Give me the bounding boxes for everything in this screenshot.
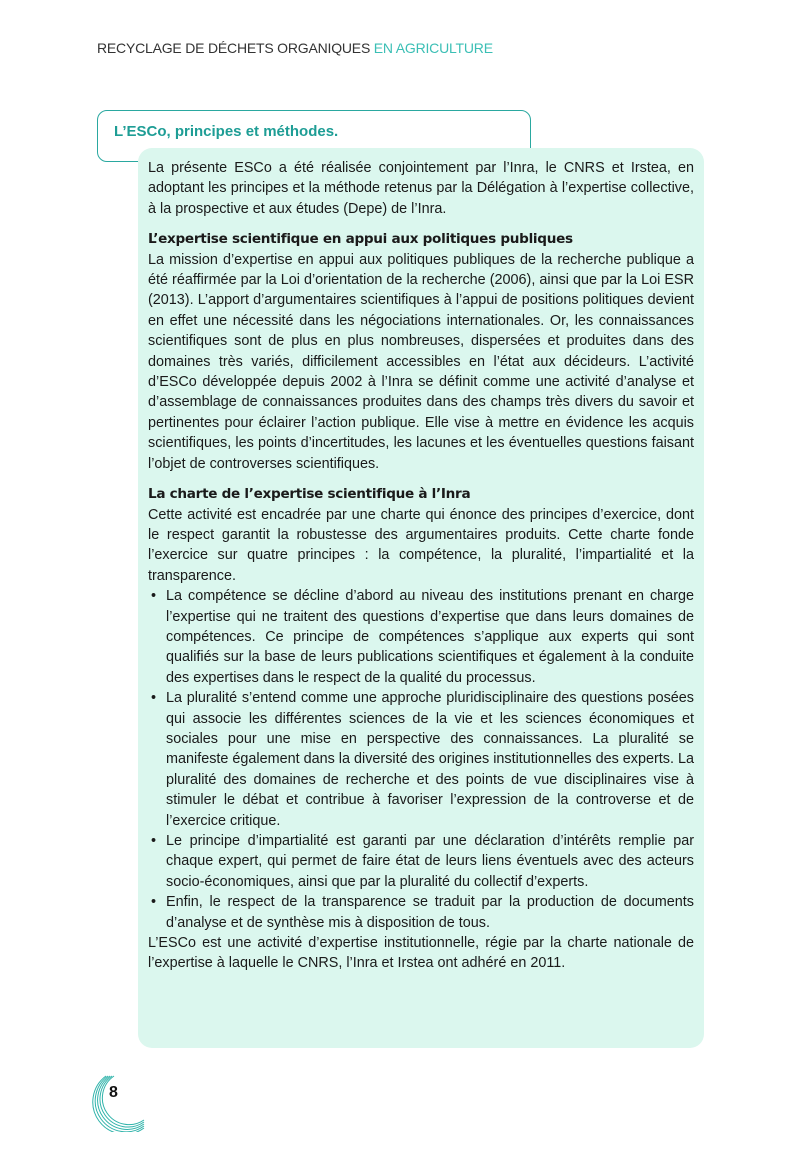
info-box [138,148,704,1048]
list-item: • La compétence se décline d’abord au niveau des institutions prenant en charge l’expertise qui ne traitent des questions d’expertise que dans leurs domaines de compétences. Ce principe de compétences s’applique aux experts qui sont qualifiés sur la base de leurs publications scientifiques et également à la conduite des expertises dans le respect de la qualité du processus. [148,586,694,688]
page-number-badge [92,1072,152,1132]
header-title-accent: EN AGRICULTURE [373,40,493,56]
swirl-logo-icon [92,1072,152,1132]
intro-paragraph: La présente ESCo a été réalisée conjointement par l’Inra, le CNRS et Irstea, en adoptant les principes et la méthode retenus par la Délégation à l’expertise collective, à la prospective et aux études (Depe) de l’Inra. [148,160,694,217]
section-heading: La charte de l’expertise scientifique à l’Inra [148,486,471,503]
principles-list [148,586,694,933]
section-paragraph: La mission d’expertise en appui aux politiques publiques de la recherche publique a été réaffirmée par la Loi d’orientation de la recherche (2006), ainsi que par la Loi ESR (2013). L’apport d’argumentaires scientifiques à l’appui de positions politiques devient en effet une nécessité dans les négociations internationales. Or, les connaissances scientifiques sont de plus en plus nombreuses, dispersées et produites dans des domaines très variés, difficilement accessibles en l’état aux décideurs. L’activité d’ESCo développée depuis 2002 à l’Inra se définit comme une activité d’analyse et d’assemblage de connaissances produites dans des champs très divers du savoir et pertinentes pour éclairer l’action publique. Elle vise à mettre en évidence les acquis scientifiques, les points d’incertitudes, les lacunes et les éventuelles questions faisant l’objet de controverses scientifiques. [148,251,694,472]
running-header [97,40,493,56]
page-number: 8 [109,1084,118,1101]
section-heading: L’expertise scientifique en appui aux politiques publiques [148,231,573,248]
closing-paragraph: L’ESCo est une activité d’expertise institutionnelle, régie par la charte nationale de l’expertise à laquelle le CNRS, l’Inra et Irstea ont adhéré en 2011. [148,935,694,972]
list-item: • Le principe d’impartialité est garanti par une déclaration d’intérêts remplie par chaque expert, qui permet de faire état de leurs liens éventuels avec des acteurs socio-économiques, ainsi que par la pluralité du collectif d’experts. [148,831,694,892]
list-item: • Enfin, le respect de la transparence se traduit par la production de documents d’analyse et de synthèse mis à disposition de tous. [148,892,694,933]
list-item: • La pluralité s’entend comme une approche pluridisciplinaire des questions posées qui associe les différentes sciences de la vie et les sciences économiques et sociales pour une mise en perspective des connaissances. La pluralité se manifeste également dans la diversité des origines institutionnelles des experts. La pluralité des domaines de recherche et des points de vue disciplinaires vise à stimuler le débat et contribue à favoriser l’expression de la controverse et de l’exercice critique. [148,688,694,831]
section-paragraph: Cette activité est encadrée par une charte qui énonce des principes d’exercice, dont le respect garantit la robustesse des argumentaires produits. Cette charte fonde l’exercice sur quatre principes : la compétence, la pluralité, l’impartialité et la transparence. [148,506,694,584]
header-title: RECYCLAGE DE DÉCHETS ORGANIQUES [97,40,371,56]
box-title: L’ESCo, principes et méthodes. [114,123,339,140]
